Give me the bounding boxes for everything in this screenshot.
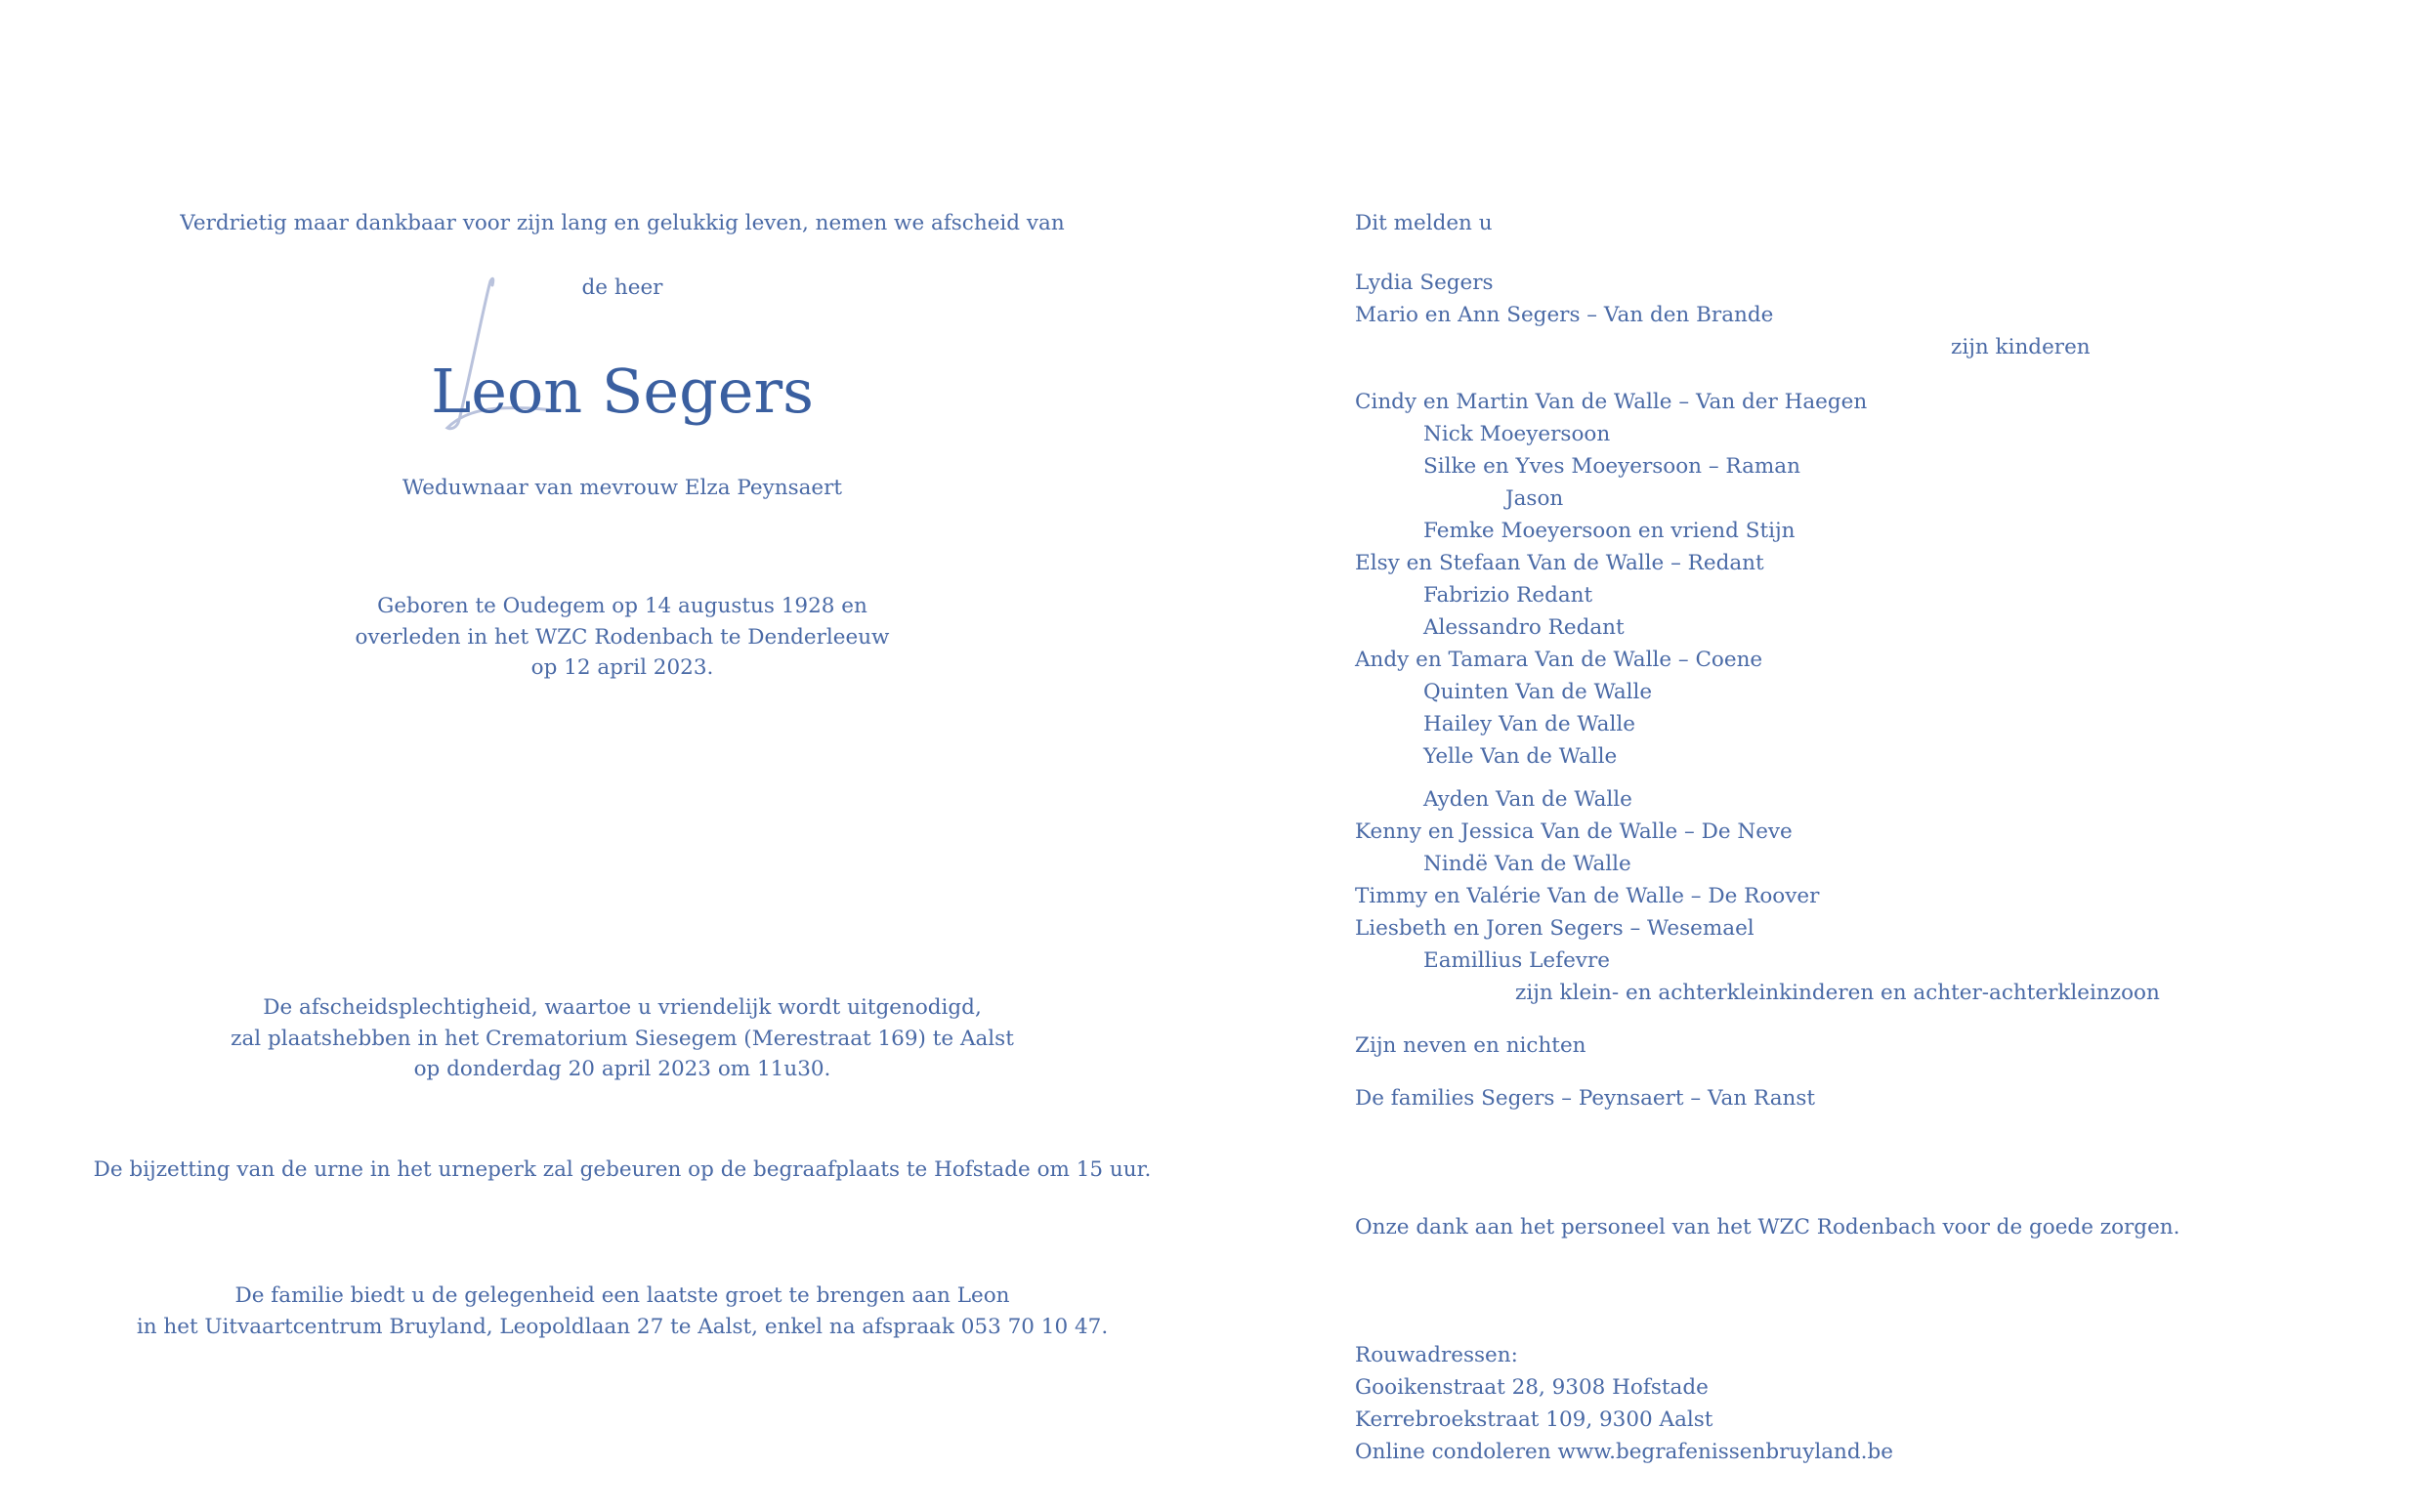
ceremony-block	[231, 992, 1014, 1085]
visitation-block	[137, 1281, 1108, 1342]
address-line: Kerrebroekstraat 109, 9300 Aalst	[1355, 1407, 1713, 1432]
family-line: Silke en Yves Moeyersoon – Raman	[1423, 454, 1800, 479]
announce-text: Dit melden u	[1355, 211, 1493, 235]
widower-line: Weduwnaar van mevrouw Elza Peynsaert	[402, 476, 843, 500]
thanks-text: Onze dank aan het personeel van het WZC Rodenbach voor de goede zorgen.	[1355, 1215, 2180, 1239]
child-name: Lydia Segers	[1355, 271, 1494, 295]
family-line: Quinten Van de Walle	[1423, 680, 1653, 704]
family-line: Jason	[1505, 486, 1564, 511]
family-line: Cindy en Martin Van de Walle – Van der Haegen	[1355, 390, 1868, 414]
family-line: Alessandro Redant	[1423, 615, 1625, 640]
family-line: Ayden Van de Walle	[1423, 787, 1632, 812]
birth-death-line: overleden in het WZC Rodenbach te Denderleeuw	[355, 624, 890, 650]
family-line: Liesbeth en Joren Segers – Wesemael	[1355, 916, 1755, 941]
family-line: Eamillius Lefevre	[1423, 948, 1610, 973]
honorific: de heer	[581, 275, 663, 300]
family-line: Andy en Tamara Van de Walle – Coene	[1355, 648, 1763, 672]
family-line: Hailey Van de Walle	[1423, 712, 1635, 736]
ceremony-line: zal plaatshebben in het Crematorium Siesegem (Merestraat 169) te Aalst	[231, 1026, 1014, 1051]
birth-death-line: op 12 april 2023.	[530, 655, 714, 680]
address-line: Gooikenstraat 28, 9308 Hofstade	[1355, 1375, 1709, 1400]
family-line: Yelle Van de Walle	[1423, 744, 1618, 769]
family-line: Nindë Van de Walle	[1423, 852, 1631, 876]
ceremony-line: op donderdag 20 april 2023 om 11u30.	[413, 1057, 831, 1081]
birth-death-line: Geboren te Oudegem op 14 augustus 1928 en	[377, 594, 867, 618]
address-heading: Rouwadressen:	[1355, 1343, 1518, 1367]
children-label: zijn kinderen	[1951, 335, 2091, 359]
grandchildren-label: zijn klein- en achterkleinkinderen en achter-achterkleinzoon	[1515, 981, 2160, 1005]
ceremony-line: De afscheidsplechtigheid, waartoe u vriendelijk wordt uitgenodigd,	[263, 995, 982, 1020]
cousins-line: Zijn neven en nichten	[1355, 1033, 1586, 1058]
visitation-line: De familie biedt u de gelegenheid een laatste groet te brengen aan Leon	[234, 1283, 1010, 1308]
family-line: Kenny en Jessica Van de Walle – De Neve	[1355, 819, 1793, 844]
birth-death-block	[356, 591, 890, 684]
family-line: Elsy en Stefaan Van de Walle – Redant	[1355, 551, 1764, 575]
family-line: Fabrizio Redant	[1423, 583, 1593, 608]
visitation-line: in het Uitvaartcentrum Bruyland, Leopoldlaan 27 te Aalst, enkel na afspraak 053 70 10 47.	[136, 1314, 1109, 1339]
child-name: Mario en Ann Segers – Van den Brande	[1355, 303, 1774, 327]
condolence-link[interactable]: Online condoleren www.begrafenissenbruyland.be	[1355, 1440, 1893, 1464]
families-line: De families Segers – Peynsaert – Van Ranst	[1355, 1086, 1816, 1111]
intro-text: Verdrietig maar dankbaar voor zijn lang en gelukkig leven, nemen we afscheid van	[180, 211, 1065, 235]
family-line: Nick Moeyersoon	[1423, 422, 1611, 446]
family-line: Timmy en Valérie Van de Walle – De Roover	[1355, 884, 1820, 908]
family-line: Femke Moeyersoon en vriend Stijn	[1423, 519, 1796, 543]
deceased-name: Leon Segers	[431, 356, 814, 427]
burial-text: De bijzetting van de urne in het urneperk zal gebeuren op de begraafplaats te Hofstade om 15 uur.	[93, 1157, 1152, 1182]
